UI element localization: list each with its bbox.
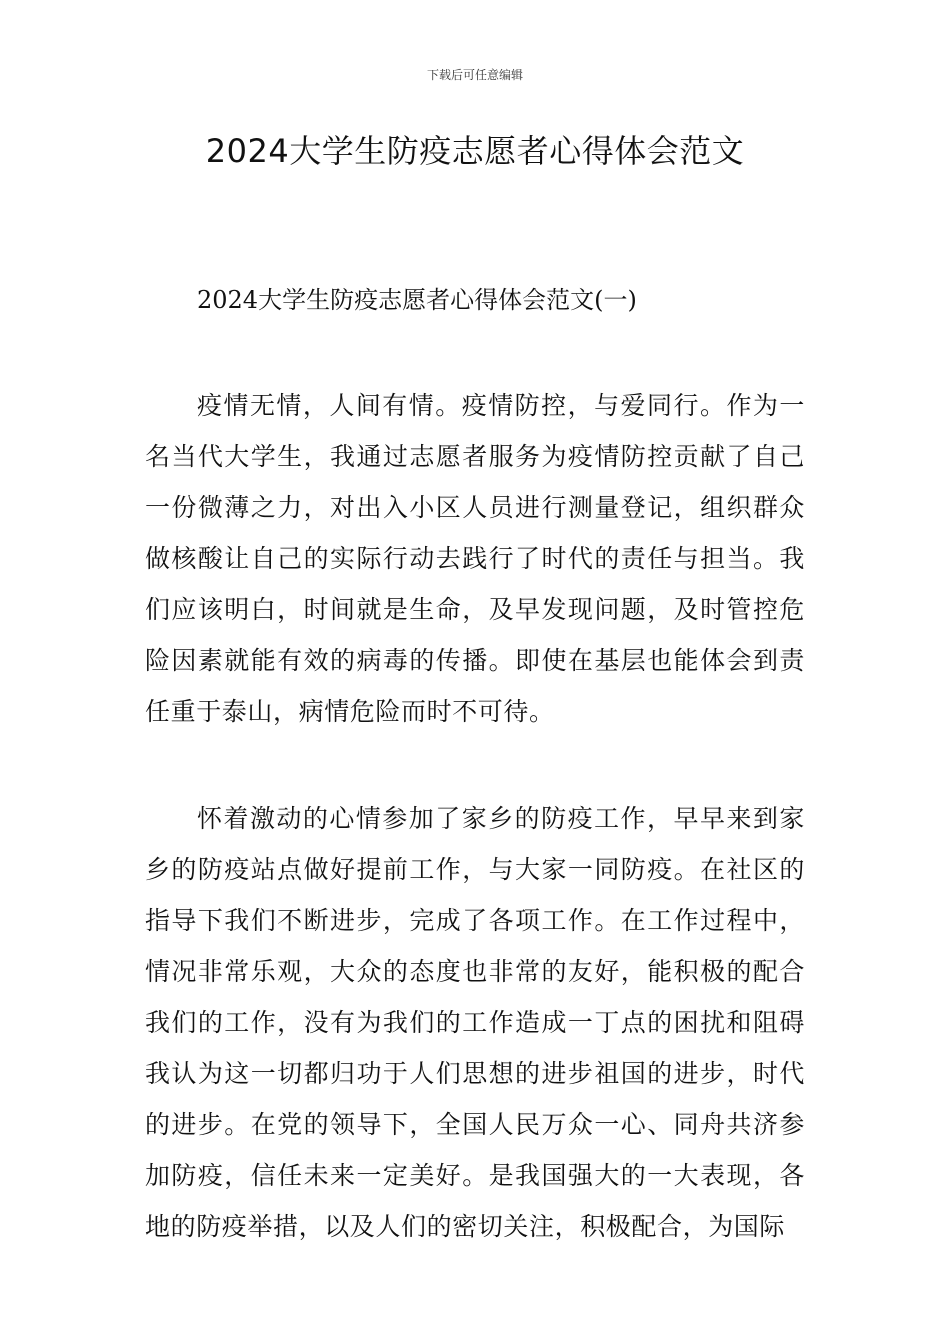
paragraph-2: 怀着激动的心情参加了家乡的防疫工作，早早来到家乡的防疫站点做好提前工作，与大家一同防疫。在社区的指导下我们不断进步，完成了各项工作。在工作过程中，情况非常乐观，大众的态度也非常的友好，能积极的配合我们的工作，没有为我们的工作造成一丁点的困扰和阻碍我认为这一切都归功于人们思想的进步祖国的进步，时代的进步。在党的领导下，全国人民万众一心、同舟共济参加防疫，信任未来一定美好。是我国强大的一大表现，各地的防疫举措，以及人们的密切关注，积极配合，为国际 [145, 804, 805, 1241]
document-body [145, 280, 805, 1308]
header-note: 下载后可任意编辑 [426, 68, 523, 82]
document-title: 2024大学生防疫志愿者心得体会范文 [205, 132, 745, 170]
section-heading: 2024大学生防疫志愿者心得体会范文(一) [197, 286, 637, 314]
paragraph-1: 疫情无情，人间有情。疫情防控，与爱同行。作为一名当代大学生，我通过志愿者服务为疫情防控贡献了自己一份微薄之力，对出入小区人员进行测量登记，组织群众做核酸让自己的实际行动去践行了时代的责任与担当。我们应该明白，时间就是生命，及早发现问题，及时管控危险因素就能有效的病毒的传播。即使在基层也能体会到责任重于泰山，病情危险而时不可待。 [145, 391, 805, 726]
